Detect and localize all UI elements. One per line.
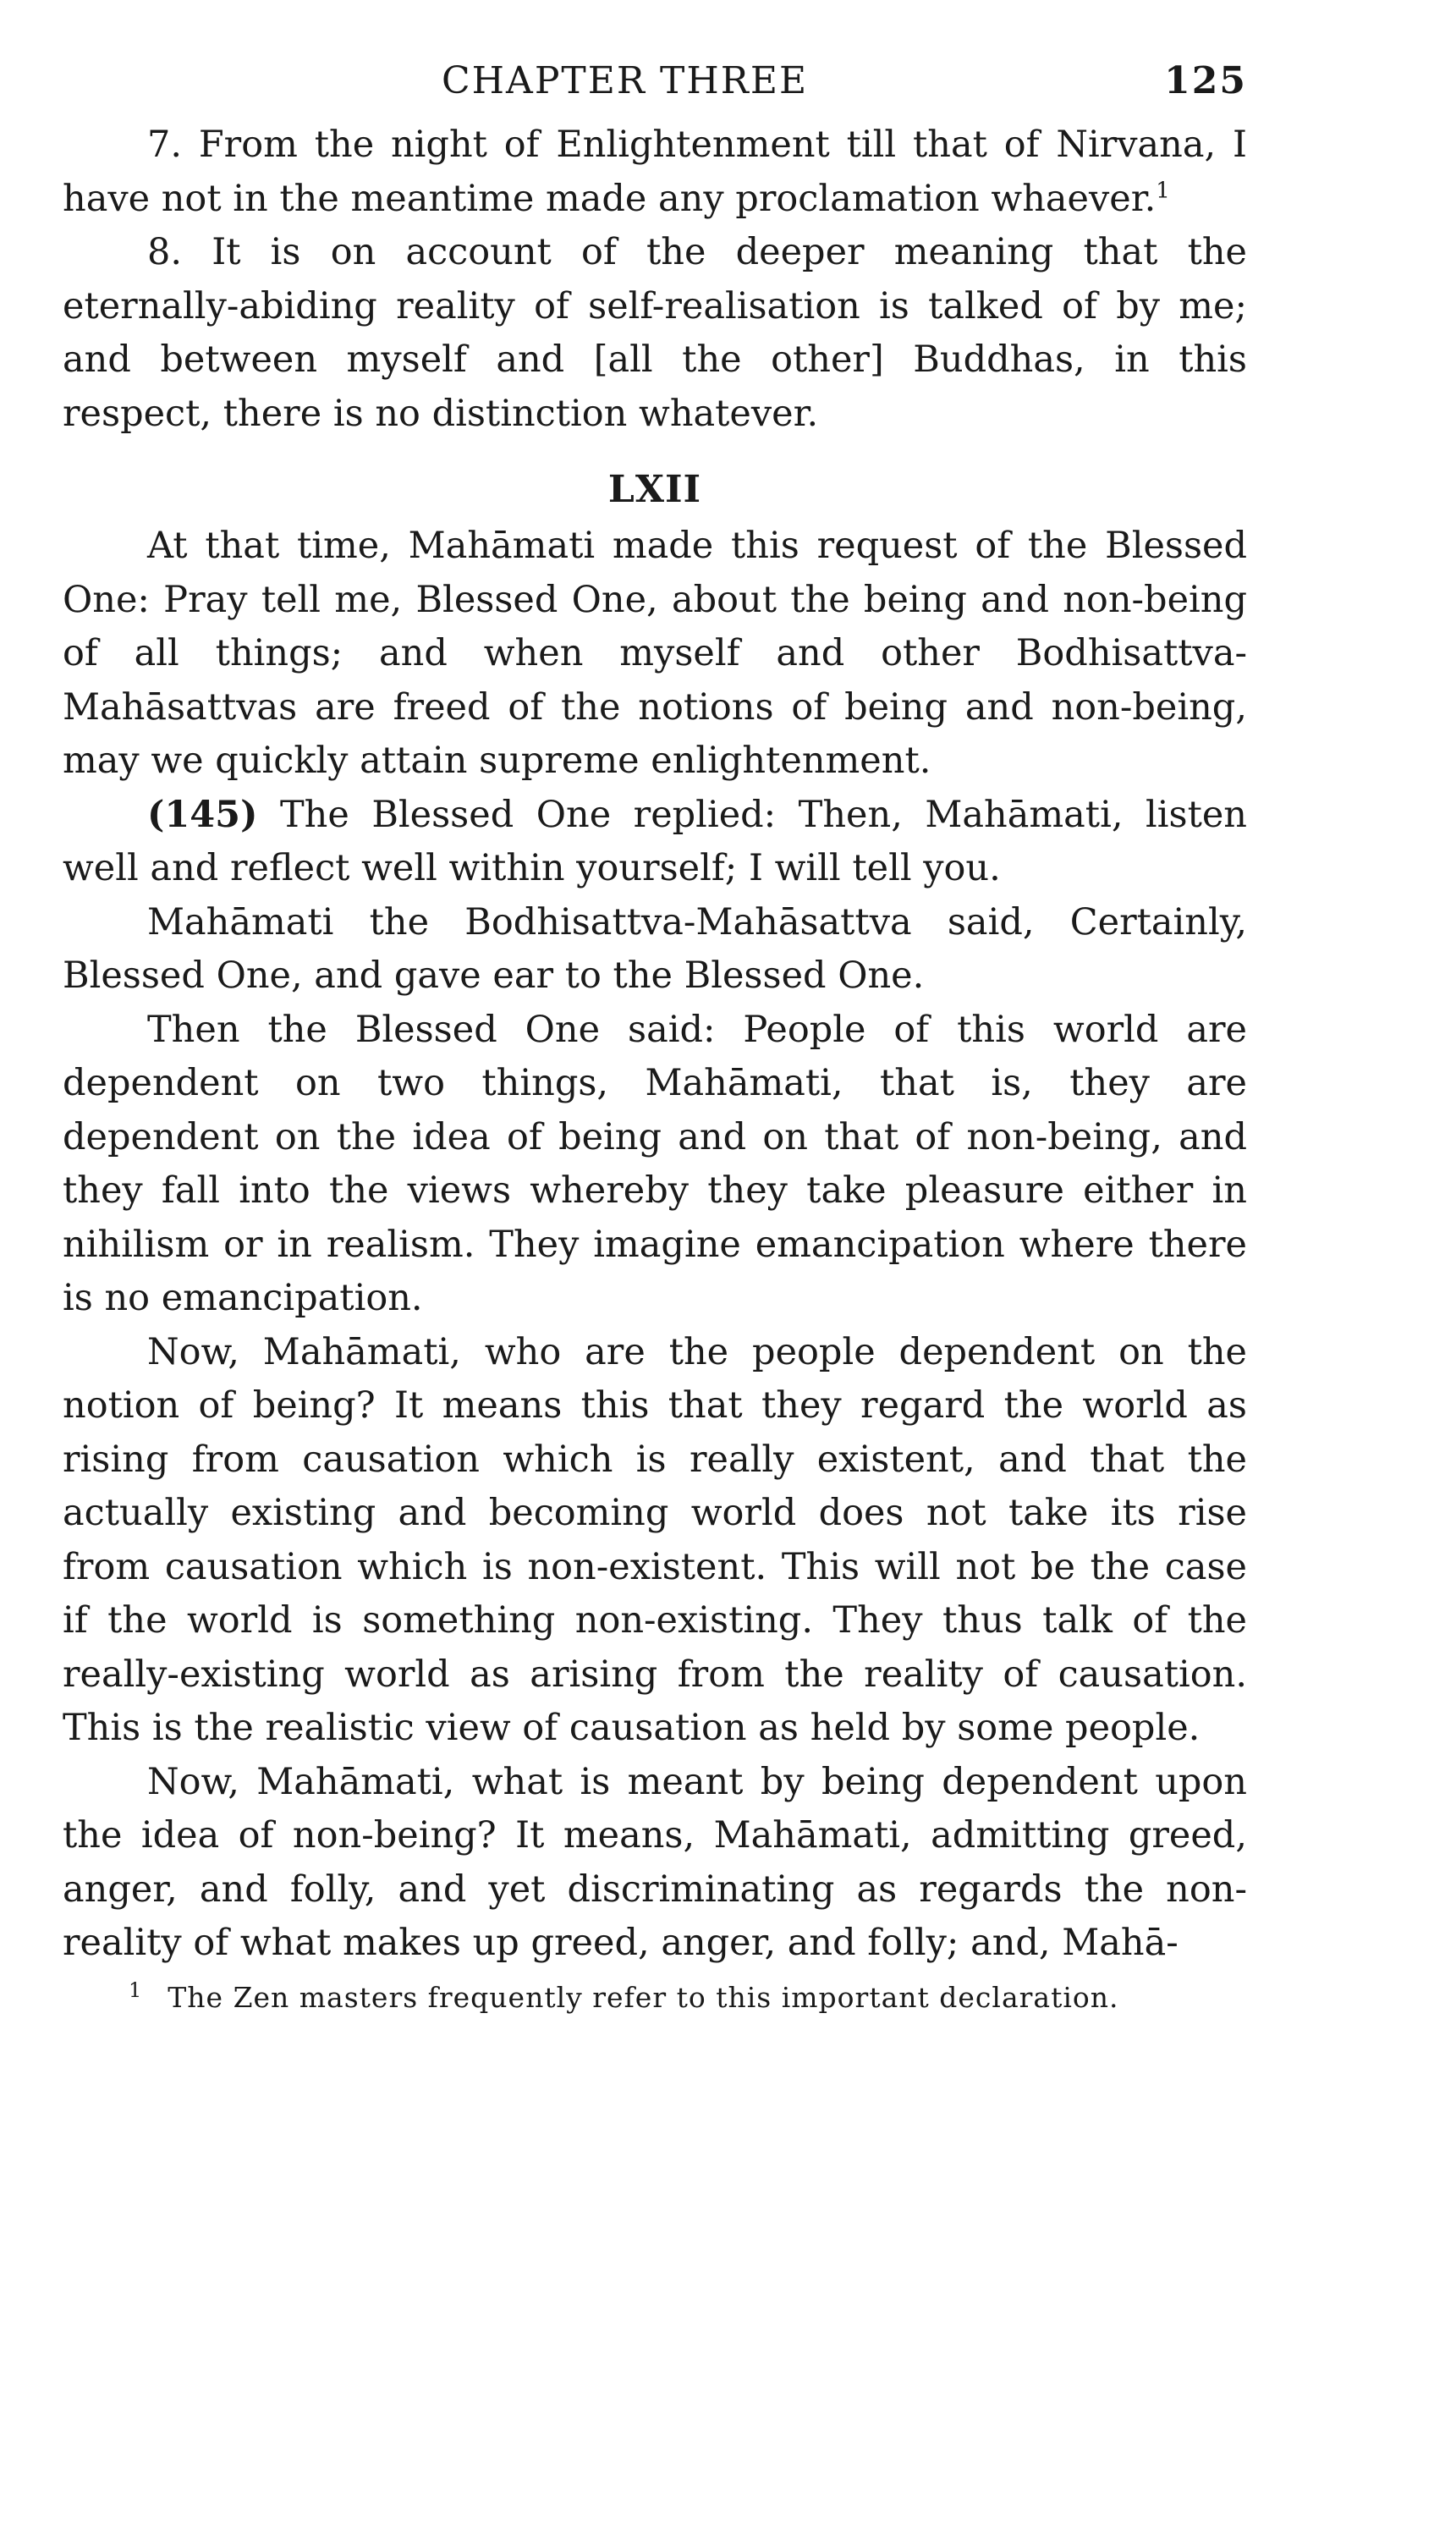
paragraph-mahamati: Mahāmati the Bodhisattva-Mahāsattva said, Certainly, Blessed One, and gave ear to the Blessed One.: [63, 900, 1247, 997]
paragraph-request: At that time, Mahāmati made this request of the Blessed One: Pray tell me, Blessed One, about the being and non-being of all things; and when myself and other Bodhisattva-Mahāsattvas are freed of the notions of being and non-being, may we quickly attain supreme enlightenment.: [63, 525, 1247, 782]
paragraph-7: [63, 118, 1247, 226]
paragraph-two-things: Then the Blessed One said: People of this world are dependent on two things, Mahāmati, that is, they are dependent on the idea of being and on that of non-being, and they fall into the views whereby they take pleasure either in nihilism or in realism. They imagine emancipation where there is no emancipation.: [63, 1008, 1247, 1319]
body-text: [63, 118, 1247, 1971]
book-page: [63, 59, 1247, 2016]
footnote: [63, 1979, 1247, 2016]
footnote-mark: 1: [129, 1978, 143, 2002]
footnote-text: The Zen masters frequently refer to this important declaration.: [168, 1980, 1119, 2014]
paragraph-being: Now, Mahāmati, who are the people dependent on the notion of being? It means this that they regard the world as rising from causation which is really existent, and that the actually existing and becoming world does not take its rise from causation which is non-existent. This will not be the case if the world is something non-existing. They thus talk of the really-existing world as arising from the reality of causation. This is the realistic view of causation as held by some people.: [63, 1330, 1247, 1749]
paragraph-8: 8. It is on account of the deeper meaning that the eternally-abiding reality of self-realisation is talked of by me; and between myself and [all the other] Buddhas, in this respect, there is no distinction whatever.: [63, 231, 1247, 435]
paragraph-reply-text: The Blessed One replied: Then, Mahāmati, listen well and reflect well within yourself; I will tell you.: [63, 793, 1247, 889]
running-head: [63, 59, 1247, 118]
paragraph-reply: [63, 789, 1247, 896]
verse-number: (145): [147, 793, 258, 836]
footnote-reference: 1: [1156, 178, 1170, 204]
chapter-title: CHAPTER THREE: [442, 59, 809, 102]
paragraph-non-being: Now, Mahāmati, what is meant by being dependent upon the idea of non-being? It means, Mahāmati, admitting greed, anger, and folly, and yet discriminating as regards the non-reality of what makes up greed, anger, and folly; and, Mahā-: [63, 1760, 1247, 1964]
page-number: 125: [1164, 59, 1247, 102]
paragraph-7-text: 7. From the night of Enlightenment till that of Nirvana, I have not in the meantime made any proclamation whaever.: [63, 124, 1247, 220]
section-heading: LXII: [607, 468, 702, 511]
